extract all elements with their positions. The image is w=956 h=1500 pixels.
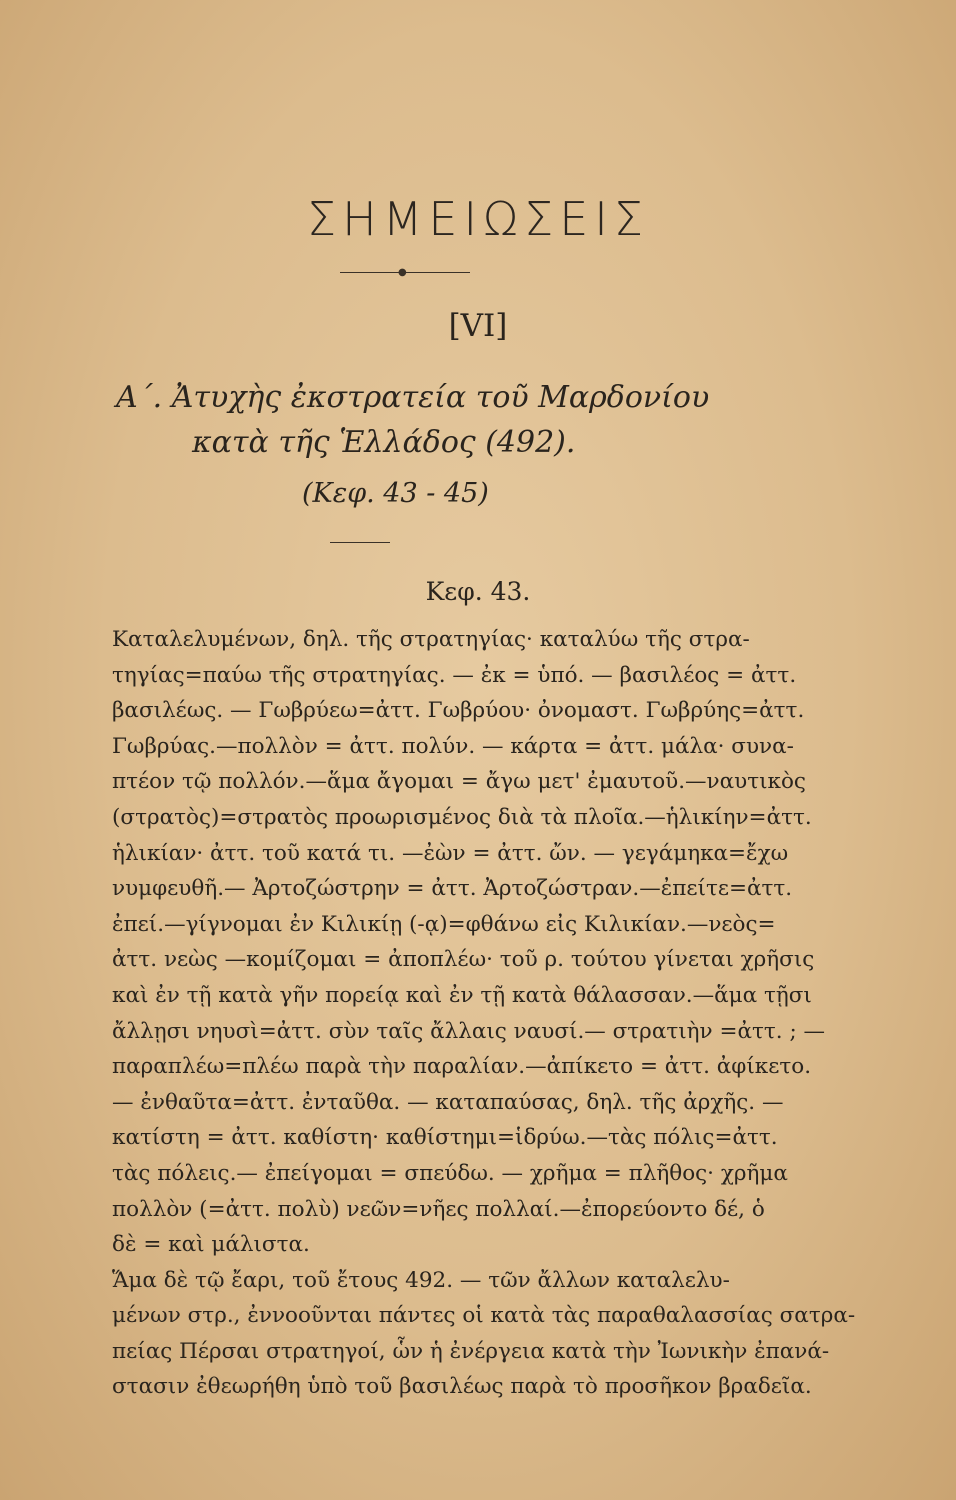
text-line: Καταλελυμένων, δηλ. τῆς στρατηγίας· καταλύω τῆς στρα- [112, 627, 750, 652]
heading-line-1: Α΄. Ἀτυχὴς ἐκστρατεία τοῦ Μαρδονίου [116, 380, 710, 415]
notes-body [112, 622, 856, 1405]
text-line: τὰς πόλεις.— ἐπείγομαι = σπεύδω. — χρῆμα = πλῆθος· χρῆμα [112, 1160, 788, 1186]
text-line: μένων στρ., ἐννοοῦνται πάντες οἱ κατὰ τὰς παραθαλασσίας σατρα- [112, 1303, 856, 1329]
text-line: ἐπεί.—γίγνομαι ἐν Κιλικίῃ (-ᾳ)=φθάνω εἰς Κιλικίαν.—νεὸς= [112, 911, 776, 937]
text-line: πολλὸν (=ἀττ. πολὺ) νεῶν=νῆες πολλαί.—ἐπορεύοντο δέ, ὁ [112, 1196, 765, 1222]
text-line: — ἐνθαῦτα=ἀττ. ἐνταῦθα. — καταπαύσας, δηλ. τῆς ἀρχῆς. — [112, 1089, 784, 1115]
text-line: πείας Πέρσαι στρατηγοί, ὧν ἡ ἐνέργεια κατὰ τὴν Ἰωνικὴν ἐπανά- [112, 1338, 830, 1364]
text-line: βασιλέως. — Γωβρύεω=ἀττ. Γωβρύου· ὀνομαστ. Γωβρύης=ἀττ. [112, 698, 805, 724]
text-line: τηγίας=παύω τῆς στρατηγίας. — ἐκ = ὑπό. — βασιλέος = ἀττ. [112, 662, 797, 688]
text-line: ἀττ. νεὼς —κομίζομαι = ἀποπλέω· τοῦ ρ. τούτου γίνεται χρῆσις [112, 947, 815, 973]
text-line: δὲ = καὶ μάλιστα. [112, 1232, 310, 1258]
text-line: παραπλέω=πλέω παρὰ τὴν παραλίαν.—ἀπίκετο = ἀττ. ἀφίκετο. [112, 1054, 812, 1080]
text-line: καὶ ἐν τῇ κατὰ γῆν πορείᾳ καὶ ἐν τῇ κατὰ θάλασσαν.—ἅμα τῇσι [112, 982, 812, 1008]
text-line: (στρατὸς)=στρατὸς προωρισμένος διὰ τὰ πλοῖα.—ἡλικίην=ἀττ. [112, 804, 812, 830]
heading-line-2: κατὰ τῆς Ἑλλάδος (492). [192, 425, 576, 460]
text-line: νυμφευθῆ.— Ἀρτοζώστρην = ἀττ. Ἀρτοζώστραν.—ἐπείτε=ἀττ. [112, 876, 793, 902]
chapters-range: (Κεφ. 43 - 45) [302, 478, 489, 509]
page-title: ΣΗΜΕΙΩΣΕΙΣ [307, 192, 649, 246]
small-divider [330, 542, 390, 543]
text-line: ἄλλῃσι νηυσὶ=ἀττ. σὺν ταῖς ἄλλαις ναυσί.— στρατιὴν =ἀττ. ; — [112, 1018, 826, 1044]
text-line: στασιν ἐθεωρήθη ὑπὸ τοῦ βασιλέως παρὰ τὸ προσῆκον βραδεῖα. [112, 1374, 812, 1400]
divider-ornament: ● [398, 267, 407, 278]
text-line: πτέον τῷ πολλόν.—ἅμα ἄγομαι = ἄγω μετ' ἐμαυτοῦ.—ναυτικὸς [112, 769, 806, 795]
chapter-heading: Κεφ. 43. [425, 577, 531, 606]
text-line: ἡλικίαν· ἀττ. τοῦ κατά τι. —ἐὼν = ἀττ. ὤν. — γεγάμηκα=ἔχω [112, 840, 789, 866]
text-line: Γωβρύας.—πολλὸν = ἀττ. πολύν. — κάρτα = ἀττ. μάλα· συνα- [112, 733, 794, 759]
text-line: Ἅμα δὲ τῷ ἔαρι, τοῦ ἔτους 492. — τῶν ἄλλων καταλελυ- [112, 1267, 730, 1293]
text-line: κατίστη = ἀττ. καθίστη· καθίστημι=ἱδρύω.—τὰς πόλις=ἀττ. [112, 1125, 778, 1151]
section-number: [VI] [448, 308, 508, 344]
